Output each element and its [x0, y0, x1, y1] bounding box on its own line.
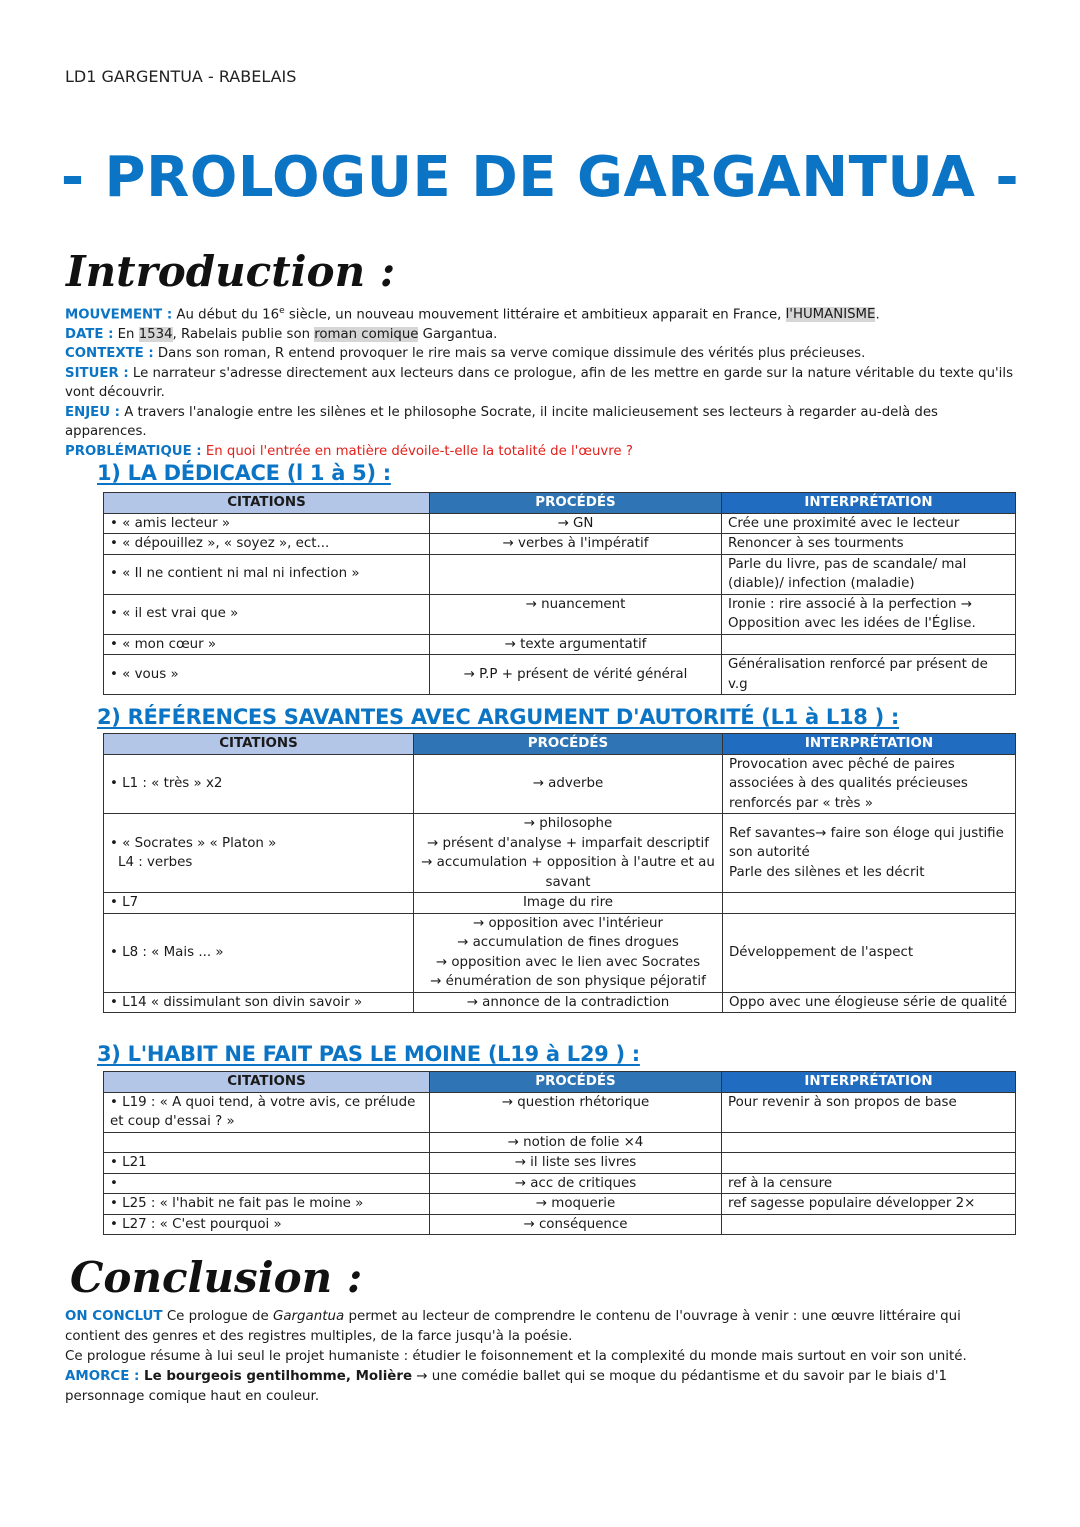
table-row: • « il est vrai que » → nuancement Ironie : rire associé à la perfection → Opposition avec les idées de l'Église.	[104, 594, 1016, 634]
intro-mouvement: MOUVEMENT : Au début du 16e siècle, un nouveau mouvement littéraire et ambitieux apparait en France, l'HUMANISME.	[65, 306, 880, 323]
col-interpretation: INTERPRÉTATION	[723, 734, 1016, 755]
col-interpretation: INTERPRÉTATION	[722, 493, 1016, 514]
intro-contexte: CONTEXTE : Dans son roman, R entend provoquer le rire mais sa verve comique dissimule des vérités plus précieuses.	[65, 346, 866, 362]
section-1-table	[103, 492, 1016, 695]
table-row: • « Il ne contient ni mal ni infection » Parle du livre, pas de scandale/ mal (diable)/ infection (maladie)	[104, 554, 1016, 594]
col-citations: CITATIONS	[104, 734, 414, 755]
section-2-title: 2) RÉFÉRENCES SAVANTES AVEC ARGUMENT D'AUTORITÉ (L1 à L18 ) :	[97, 705, 900, 729]
table-row: • « mon cœur » → texte argumentatif	[104, 634, 1016, 655]
conclusion-heading: Conclusion :	[70, 1253, 363, 1302]
table-row: • → acc de critiques ref à la censure	[104, 1173, 1016, 1194]
table-row: • L21 → il liste ses livres	[104, 1153, 1016, 1174]
section-2-table	[103, 733, 1016, 1013]
conclusion-block	[65, 1307, 1020, 1407]
intro-problematique: PROBLÉMATIQUE : En quoi l'entrée en matière dévoile-t-elle la totalité de l'œuvre ?	[65, 443, 633, 459]
table-row: → notion de folie ×4	[104, 1132, 1016, 1153]
table-row: • L8 : « Mais ... » → opposition avec l'intérieur → accumulation de fines drogues → opposition avec le lien avec Socrates → énumération de son physique péjoratif Développement de l'aspect	[104, 913, 1016, 992]
table-row: • L19 : « A quoi tend, à votre avis, ce prélude et coup d'essai ? » → question rhétorique Pour revenir à son propos de base	[104, 1092, 1016, 1132]
col-citations: CITATIONS	[104, 493, 430, 514]
col-interpretation: INTERPRÉTATION	[722, 1072, 1016, 1093]
table-row: • « vous » → P.P + présent de vérité général Généralisation renforcé par présent de v.g	[104, 655, 1016, 695]
page-title: - PROLOGUE DE GARGANTUA -	[60, 145, 1020, 210]
table-row: • L1 : « très » x2 → adverbe Provocation avec pêché de paires associées à des qualités précieuses renforcés par « très »	[104, 754, 1016, 814]
intro-enjeu: ENJEU : A travers l'analogie entre les silènes et le philosophe Socrate, il incite malicieusement ses lecteurs à regarder au-delà des apparences.	[65, 404, 938, 440]
page-header: LD1 GARGENTUA - RABELAIS	[65, 67, 297, 86]
table-row: • L27 : « C'est pourquoi » → conséquence	[104, 1214, 1016, 1235]
conclusion-amorce: AMORCE : Le bourgeois gentilhomme, Molière → une comédie ballet qui se moque du pédantisme et du savoir par le biais d'1 personnage comique haut en couleur.	[65, 1369, 948, 1404]
section-1-title: 1) LA DÉDICACE (l 1 à 5) :	[97, 461, 391, 485]
introduction-heading: Introduction :	[66, 247, 396, 296]
intro-date: DATE : En 1534, Rabelais publie son roman comique Gargantua.	[65, 326, 498, 342]
table-row: • « Socrates » « Platon » L4 : verbes → philosophe → présent d'analyse + imparfait descriptif → accumulation + opposition à l'autre et au savant Ref savantes→ faire son éloge qui justifie son autorité Parle des silènes et les décrit	[104, 814, 1016, 893]
introduction-block	[65, 302, 1015, 461]
table-row: • « dépouillez », « soyez », ect... → verbes à l'impératif Renoncer à ses tourments	[104, 534, 1016, 555]
section-3-title: 3) L'HABIT NE FAIT PAS LE MOINE (L19 à L29 ) :	[97, 1042, 640, 1066]
table-row: • « amis lecteur » → GN Crée une proximité avec le lecteur	[104, 513, 1016, 534]
table-row: • L14 « dissimulant son divin savoir » → annonce de la contradiction Oppo avec une élogieuse série de qualité	[104, 992, 1016, 1013]
intro-situer: SITUER : Le narrateur s'adresse directement aux lecteurs dans ce prologue, afin de les mettre en garde sur la nature véritable du texte qu'ils vont découvrir.	[65, 365, 1013, 401]
col-citations: CITATIONS	[104, 1072, 430, 1093]
col-procedes: PROCÉDÉS	[430, 1072, 722, 1093]
col-procedes: PROCÉDÉS	[414, 734, 723, 755]
conclusion-summary: Ce prologue résume à lui seul le projet humaniste : étudier le foisonnement et la complexité du monde mais surtout en voir son unité.	[65, 1349, 967, 1364]
col-procedes: PROCÉDÉS	[430, 493, 722, 514]
table-row: • L25 : « l'habit ne fait pas le moine » → moquerie ref sagesse populaire développer 2×	[104, 1194, 1016, 1215]
table-row: • L7 Image du rire	[104, 893, 1016, 914]
conclusion-paragraph: ON CONCLUT Ce prologue de Gargantua permet au lecteur de comprendre le contenu de l'ouvrage à venir : une œuvre littéraire qui contient des genres et des registres multiples, de la farce jusqu'à la poésie.	[65, 1309, 961, 1344]
section-3-table	[103, 1071, 1016, 1235]
